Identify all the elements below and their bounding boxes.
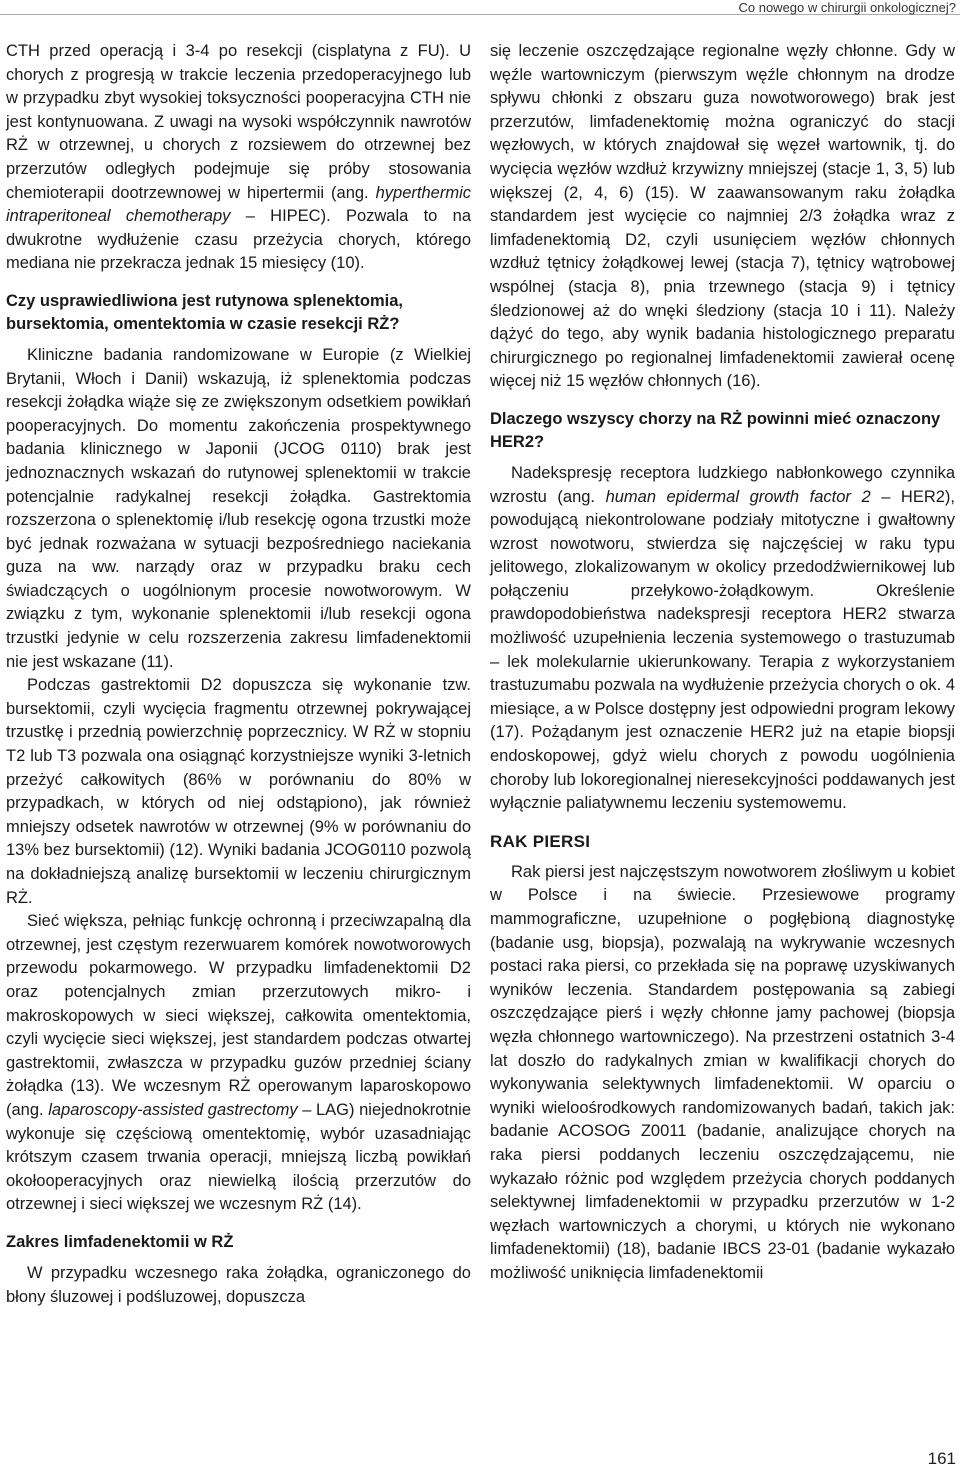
paragraph: Nadekspresję receptora ludzkiego nabłonkowego czynnika wzrostu (ang. human epidermal growth factor 2 – HER2), powodującą niekontrolowane podziały mitotyczne i gwałtowny wzrost nowotworu, stwierdza się najczęściej w raku typu jelitowego, zlokalizowanym w okolicy przedodźwiernikowej lub połączeniu przełykowo-żołądkowym. Określenie prawdopodobieństwa nadekspresji receptora HER2 stwarza możliwość uzupełnienia leczenia systemowego o trastuzumab – lek molekularnie ukierunkowany. Terapia z wykorzystaniem trastuzumabu pozwala na wydłużenie przeżycia chorych o ok. 4 miesiące, a w Polsce dostępny jest odpowiedni program lekowy (17). Pożądanym jest oznaczenie HER2 już na etapie biopsji endoskopowej, gdyż wielu chorych z powodu uogólnienia choroby lub lokoregionalnej nieresekcyjności poddawanych jest wyłącznie paliatywnemu leczeniu systemowemu. (490, 463, 956, 813)
paragraph: Rak piersi jest najczęstszym nowotworem złośliwym u kobiet w Polsce i na świecie. Przesiewowe programy mammograficzne, uzupełnione o pogłębioną diagnostykę (badanie usg, biopsja), pozwalają na wykrywanie wczesnych postaci raka piersi, co przekłada się na poprawę uzyskiwanych wyników leczenia. Standardem postępowania są zabiegi oszczędzające pierś i węzły chłonne jamy pachowej (biopsja węzła chłonnego wartowniczego). Na przestrzeni ostatnich 3-4 lat doszło do radykalnych zmian w kwalifikacji chorych do wykonywania selektywnych limfadenektomii. W oparciu o wyniki wieloośrodkowych randomizowanych badań, takich jak: badanie ACOSOG Z0011 (badanie, analizujące chorych na raka piersi poddanych leczeniu oszczędzającemu, nie wykazało różnic pod względem przeżycia chorych poddanych selektywnej limfadenektomii w przypadku przerzutów w 1-2 węzłach wartowniczych a chorymi, u których nie wykonano limfadenektomii) (18), badanie IBCS 23-01 (badanie wykazało możliwość uniknięcia limfadenektomii (490, 862, 955, 1282)
paragraph: CTH przed operacją i 3-4 po resekcji (cisplatyna z FU). U chorych z progresją w trakcie leczenia przedoperacyjnego lub w przypadku zbyt wysokiej toksyczności pooperacyjna CTH nie jest kontynuowana. Z uwagi na wysoki współczynnik nawrotów RŻ w otrzewnej, u chorych z rozsiewem do otrzewnej bez przerzutów odległych podejmuje się próby stosowania chemioterapii dootrzewnowej w hipertermii (ang. hyperthermic intraperitoneal chemotherapy – HIPEC). Pozwala to na dwukrotne wydłużenie czasu przeżycia chorych, którego mediana nie przekracza jednak 15 miesięcy (10). (6, 42, 471, 273)
paragraph: W przypadku wczesnego raka żołądka, ograniczonego do błony śluzowej i podśluzowej, dopuszcza (6, 1263, 471, 1306)
paragraph: Podczas gastrektomii D2 dopuszcza się wykonanie tzw. bursektomii, czyli wycięcia fragmentu otrzewnej pokrywającej trzustkę i przednią powierzchnię poprzecznicy. W RŻ w stopniu T2 lub T3 pozwala ona osiągnąć korzystniejsze wyniki 3-letnich przeżyć całkowitych (86% w porównaniu do 80% w przypadkach, w których od niej odstąpiono), jak również mniejszy odsetek nawrotów w otrzewnej (9% w porównaniu do 13% bez bursektomii) (12). Wyniki badania JCOG0110 pozwolą na dokładniejszą analizę bursektomii w leczeniu chirurgicznym RŻ. (6, 676, 471, 907)
running-header (0, 0, 960, 15)
left-column (6, 40, 471, 1309)
running-title: Co nowego w chirurgii onkologicznej? (738, 0, 956, 15)
page-number: 161 (927, 1449, 956, 1468)
section-heading: Zakres limfadenektomii w RŻ (6, 1232, 234, 1251)
paragraph: Sieć większa, pełniąc funkcję ochronną i przeciwzapalną dla otrzewnej, jest częstym rezerwuarem komórek nowotworowych przewodu pokarmowego. W przypadku limfadenektomii D2 oraz potencjalnych zmian przerzutowych mikro- i makroskopowych w sieci większej, całkowita omentektomia, czyli wycięcie sieci większej, jest standardem podczas otwartej gastrektomii, zwłaszcza w przypadku guzów przedniej ściany żołądka (13). We wczesnym RŻ operowanym laparoskopowo (ang. laparoscopy-assisted gastrectomy – LAG) niejednokrotnie wykonuje się częściową omentektomię, wybór uzasadniając krótszym czasem trwania operacji, mniejszą liczbą powikłań okołooperacyjnych oraz niewielką ilością przerzutów do otrzewnej i sieci większej we wczesnym RŻ (14). (6, 912, 472, 1214)
chapter-heading: RAK PIERSI (490, 831, 591, 851)
paragraph: się leczenie oszczędzające regionalne węzły chłonne. Gdy w węźle wartowniczym (pierwszym węźle chłonnym na drodze spływu chłonki z obszaru guza nowotworowego) brak jest przerzutów, limfadenektomię można ograniczyć do stacji węzłowych, w których znajdował się węzeł wartownik, tj. do wycięcia węzłów wzdłuż krzywizny mniejszej (stacje 1, 3, 5) lub większej (2, 4, 6) (15). W zaawansowanym raku żołądka standardem jest wycięcie co najmniej 2/3 żołądka wraz z limfadenektomią D2, czyli usunięciem węzłów chłonnych wzdłuż tętnicy żołądkowej lewej (stacja 7), tętnicy wątrobowej wspólnej (stacja 8), pnia trzewnego (stacja 9) i tętnicy śledzionowej aż do wnęki śledziony (stacja 10 i 11). Należy dążyć do tego, aby wynik badania histologicznego preparatu chirurgicznego po regionalnej limfadenektomii zawierał ocenę więcej niż 15 węzłów chłonnych (16). (490, 42, 955, 391)
right-column (490, 40, 955, 1286)
section-heading: Dlaczego wszyscy chorzy na RŻ powinni mieć oznaczony HER2? (490, 409, 941, 451)
paragraph: Kliniczne badania randomizowane w Europie (z Wielkiej Brytanii, Włoch i Danii) wskazują, iż splenektomia podczas resekcji żołądka wiąże się ze zwiększonym odsetkiem powikłań pooperacyjnych. Do momentu zakończenia prospektywnego badania klinicznego w Japonii (JCOG 0110) brak jest jednoznacznych wskazań do rutynowej splenektomii w trakcie potencjalnie radykalnej resekcji żołądka. Gastrektomia rozszerzona o splenektomię i/lub resekcję ogona trzustki może być jednak rozważana w sytuacji bezpośredniego naciekania guza na ww. narządy oraz w przypadku braku cech świadczących o uogólnionym procesie nowotworowym. W związku z tym, wykonanie splenektomii i/lub resekcji ogona trzustki jedynie w celu rozszerzenia zakresu limfadenektomii nie jest wskazane (11). (6, 345, 471, 671)
section-heading: Czy usprawiedliwiona jest rutynowa splenektomia, bursektomia, omentektomia w czasie resekcji RŻ? (6, 291, 404, 333)
